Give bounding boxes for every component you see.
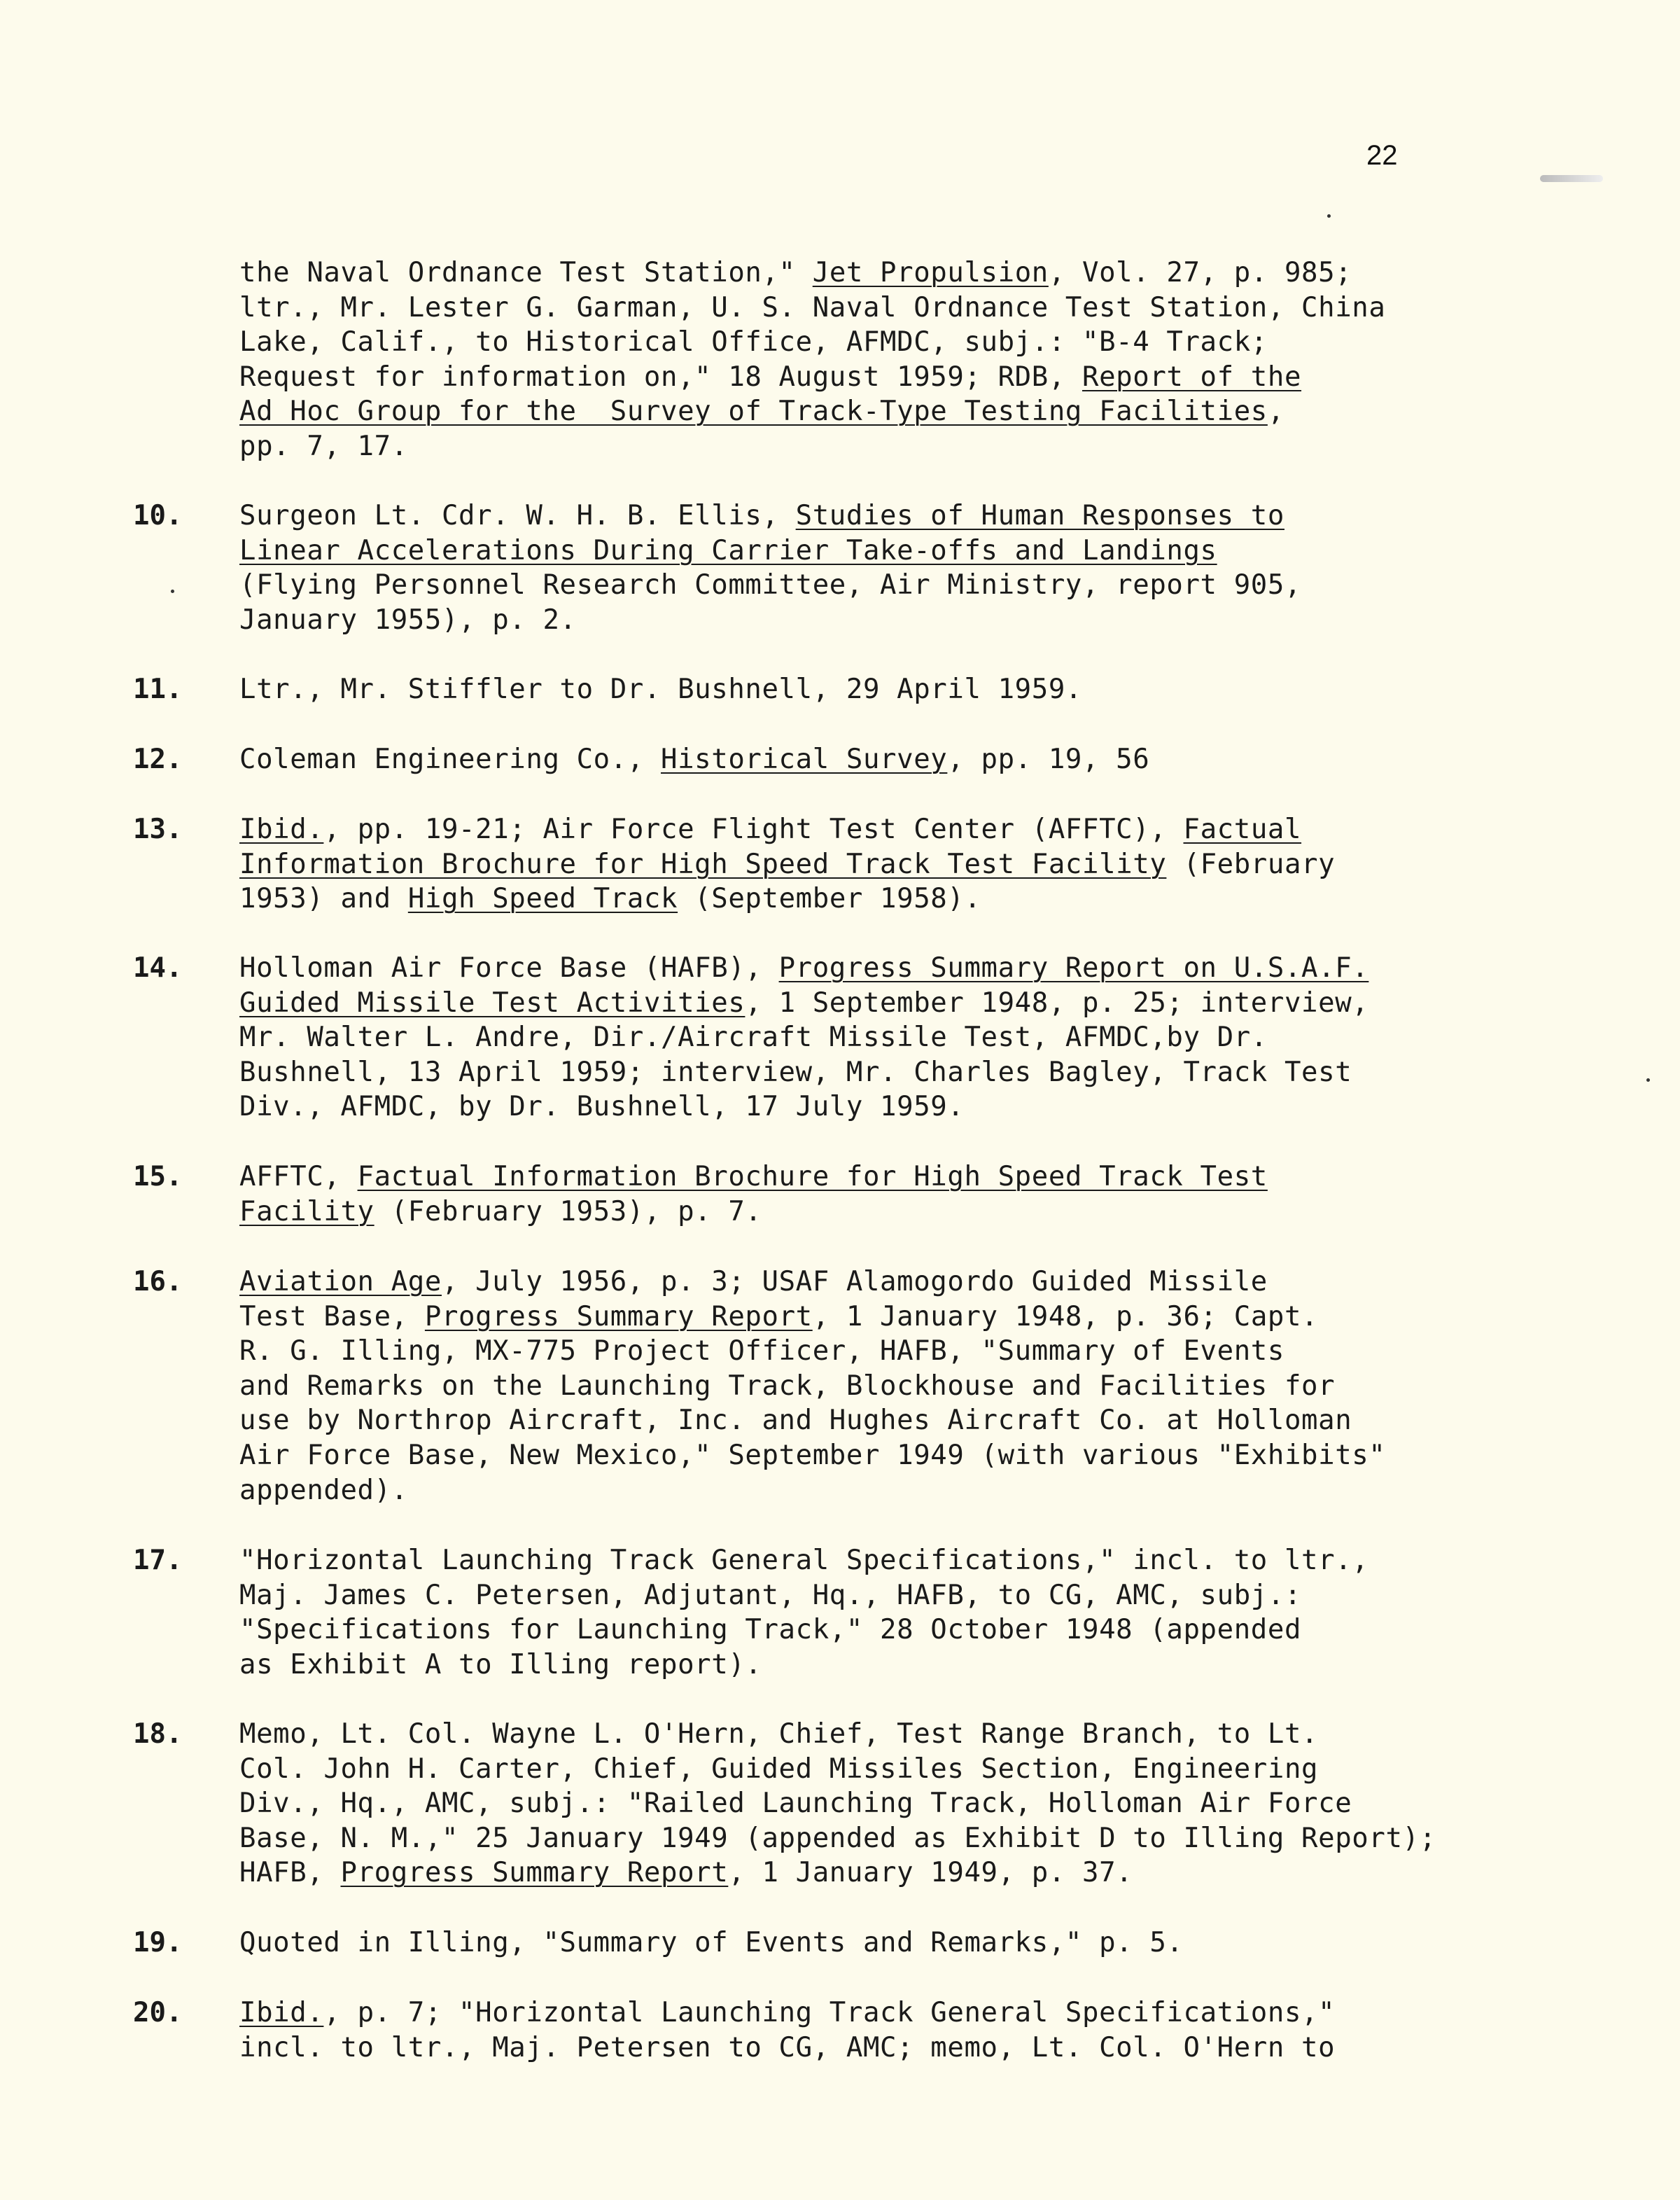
footnote-line	[239, 812, 1301, 847]
text-run: R. G. Illing, MX-775 Project Officer, HAFB, "Summary of Events	[239, 1335, 1284, 1367]
text-run: , Vol. 27, p. 985;	[1048, 257, 1352, 288]
footnote-line	[239, 742, 1149, 777]
footnote-line	[239, 1160, 1268, 1195]
footnote-line	[239, 847, 1335, 882]
text-run: Maj. James C. Petersen, Adjutant, Hq., HAFB, to CG, AMC, subj.:	[239, 1579, 1302, 1611]
footnote-line	[239, 291, 1385, 326]
footnote-line	[239, 568, 1301, 603]
footnote-line	[239, 394, 1284, 429]
text-run: (Flying Personnel Research Committee, Air Ministry, report 905,	[239, 569, 1302, 601]
footnote-line	[239, 1543, 1368, 1578]
text-run: appended).	[239, 1474, 408, 1506]
footnote-line	[239, 1613, 1301, 1648]
footnote-line	[239, 1020, 1268, 1055]
text-run: Surgeon Lt. Cdr. W. H. B. Ellis,	[239, 500, 796, 531]
underlined-title: Information Brochure for High Speed Track Test Facility	[239, 848, 1167, 880]
underlined-title: Facility	[239, 1195, 374, 1227]
footnote-line	[239, 360, 1301, 395]
footnote-line	[239, 1786, 1352, 1821]
underlined-title: Ad Hoc Group for the Survey of Track-Type Testing Facilities	[239, 396, 1268, 428]
text-run: Air Force Base, New Mexico," September 1949 (with various "Exhibits"	[239, 1440, 1386, 1471]
footnote-line	[239, 1438, 1385, 1473]
text-run: (September 1958).	[678, 883, 981, 915]
underlined-title: Report of the	[1082, 361, 1302, 393]
footnote-line	[239, 1578, 1301, 1613]
footnote-number: 14.	[133, 952, 183, 984]
text-run: Memo, Lt. Col. Wayne L. O'Hern, Chief, Test Range Branch, to Lt.	[239, 1718, 1319, 1750]
text-run: ltr., Mr. Lester G. Garman, U. S. Naval Ordnance Test Station, China	[239, 291, 1386, 323]
footnote-line	[239, 1265, 1268, 1300]
footnote-number: 15.	[133, 1161, 183, 1192]
footnote-number: 13.	[133, 814, 183, 845]
page-number: 22	[1366, 140, 1398, 171]
text-run: , p. 7; "Horizontal Launching Track General Specifications,"	[323, 1997, 1336, 2028]
underlined-title: Progress Summary Report	[340, 1857, 729, 1889]
footnote-line	[239, 1369, 1335, 1404]
text-run: Mr. Walter L. Andre, Dir./Aircraft Missile Test, AFMDC,by Dr.	[239, 1022, 1268, 1054]
footnote-line	[239, 672, 1082, 707]
text-run: Lake, Calif., to Historical Office, AFMDC, subj.: "B-4 Track;	[239, 326, 1268, 358]
text-run: and Remarks on the Launching Track, Blockhouse and Facilities for	[239, 1370, 1336, 1402]
text-run: Holloman Air Force Base (HAFB),	[239, 952, 779, 984]
underlined-title: Aviation Age	[239, 1266, 442, 1297]
footnote-line	[239, 882, 981, 917]
text-run: (February	[1166, 848, 1336, 880]
underlined-title: High Speed Track	[407, 883, 678, 915]
text-run: Bushnell, 13 April 1959; interview, Mr. Charles Bagley, Track Test	[239, 1056, 1352, 1088]
footnote-line	[239, 1403, 1352, 1438]
text-run: Coleman Engineering Co.,	[239, 744, 661, 775]
footnote-number: 12.	[133, 744, 183, 775]
text-run: as Exhibit A to Illing report).	[239, 1648, 762, 1680]
text-run: Test Base,	[239, 1300, 425, 1332]
text-run: Div., AFMDC, by Dr. Bushnell, 17 July 1959.	[239, 1091, 965, 1123]
footnote-line	[239, 1856, 1133, 1891]
text-run: AFFTC,	[239, 1161, 358, 1192]
footnote-line	[239, 1821, 1436, 1856]
underlined-title: Guided Missile Test Activities	[239, 987, 746, 1019]
footnote-line	[239, 256, 1352, 291]
text-run: Request for information on," 18 August 1959; RDB,	[239, 361, 1082, 393]
footnote-number: 17.	[133, 1545, 183, 1576]
footnote-line	[239, 986, 1368, 1021]
footnote-line	[239, 1089, 964, 1125]
footnote-number: 10.	[133, 500, 183, 531]
footnote-line	[239, 534, 1217, 569]
text-run: , 1 January 1948, p. 36; Capt.	[812, 1300, 1319, 1332]
underlined-title: Factual Information Brochure for High Speed Track Test	[357, 1161, 1268, 1192]
text-run: Col. John H. Carter, Chief, Guided Missiles Section, Engineering	[239, 1753, 1319, 1785]
footnote-line	[239, 1195, 762, 1230]
footnote-line	[239, 1300, 1318, 1335]
underlined-title: Ibid.	[239, 814, 324, 845]
footnote-line	[239, 1473, 408, 1508]
text-run: Quoted in Illing, "Summary of Events and Remarks," p. 5.	[239, 1927, 1184, 1958]
text-run: Div., Hq., AMC, subj.: "Railed Launching Track, Holloman Air Force	[239, 1788, 1352, 1820]
text-run: 1953) and	[239, 883, 408, 915]
footnote-number: 20.	[133, 1997, 183, 2028]
text-run: the Naval Ordnance Test Station,"	[239, 257, 813, 288]
footnote-number: 18.	[133, 1718, 183, 1750]
underlined-title: Historical Survey	[661, 744, 948, 775]
underlined-title: Ibid.	[239, 1997, 324, 2028]
text-run: , pp. 19-21; Air Force Flight Test Center (AFFTC),	[323, 814, 1184, 845]
text-run: January 1955), p. 2.	[239, 604, 577, 636]
text-run: Base, N. M.," 25 January 1949 (appended as Exhibit D to Illing Report);	[239, 1822, 1436, 1854]
footnote-line	[239, 499, 1284, 534]
footnote-line	[239, 1996, 1335, 2031]
text-run: HAFB,	[239, 1857, 341, 1889]
footnote-number: 19.	[133, 1927, 183, 1958]
underlined-title: Studies of Human Responses to	[795, 500, 1284, 531]
text-run: , 1 January 1949, p. 37.	[728, 1857, 1133, 1889]
underlined-title: Factual	[1183, 814, 1302, 845]
text-run: "Specifications for Launching Track," 28 October 1948 (appended	[239, 1614, 1302, 1646]
text-run: use by Northrop Aircraft, Inc. and Hughes Aircraft Co. at Holloman	[239, 1405, 1352, 1437]
footnote-line	[239, 1648, 762, 1683]
underlined-title: Progress Summary Report on U.S.A.F.	[778, 952, 1369, 984]
text-run: , pp. 19, 56	[947, 744, 1150, 775]
text-run: "Horizontal Launching Track General Specifications," incl. to ltr.,	[239, 1545, 1369, 1576]
footnote-line	[239, 1752, 1318, 1787]
footnote-line	[239, 1055, 1352, 1090]
footnote-number: 11.	[133, 674, 183, 705]
footnote-line	[239, 325, 1268, 360]
underlined-title: Jet Propulsion	[812, 257, 1049, 288]
footnote-line	[239, 2031, 1335, 2066]
text-run: incl. to ltr., Maj. Petersen to CG, AMC; memo, Lt. Col. O'Hern to	[239, 2031, 1336, 2063]
text-run: pp. 7, 17.	[239, 431, 408, 462]
underlined-title: Progress Summary Report	[424, 1300, 813, 1332]
text-run: (February 1953), p. 7.	[374, 1195, 762, 1227]
text-run: , 1 September 1948, p. 25; interview,	[745, 987, 1369, 1019]
footnote-line	[239, 951, 1368, 986]
underlined-title: Linear Accelerations During Carrier Take-offs and Landings	[239, 534, 1217, 566]
footnote-line	[239, 1717, 1318, 1752]
text-run: ,	[1267, 396, 1284, 428]
footnote-number: 16.	[133, 1266, 183, 1297]
footnote-line	[239, 1926, 1183, 1961]
text-run: , July 1956, p. 3; USAF Alamogordo Guided Missile	[441, 1266, 1268, 1297]
footnote-line	[239, 429, 408, 464]
text-run: Ltr., Mr. Stiffler to Dr. Bushnell, 29 April 1959.	[239, 674, 1082, 705]
footnote-line	[239, 603, 577, 638]
footnote-line	[239, 1334, 1284, 1369]
